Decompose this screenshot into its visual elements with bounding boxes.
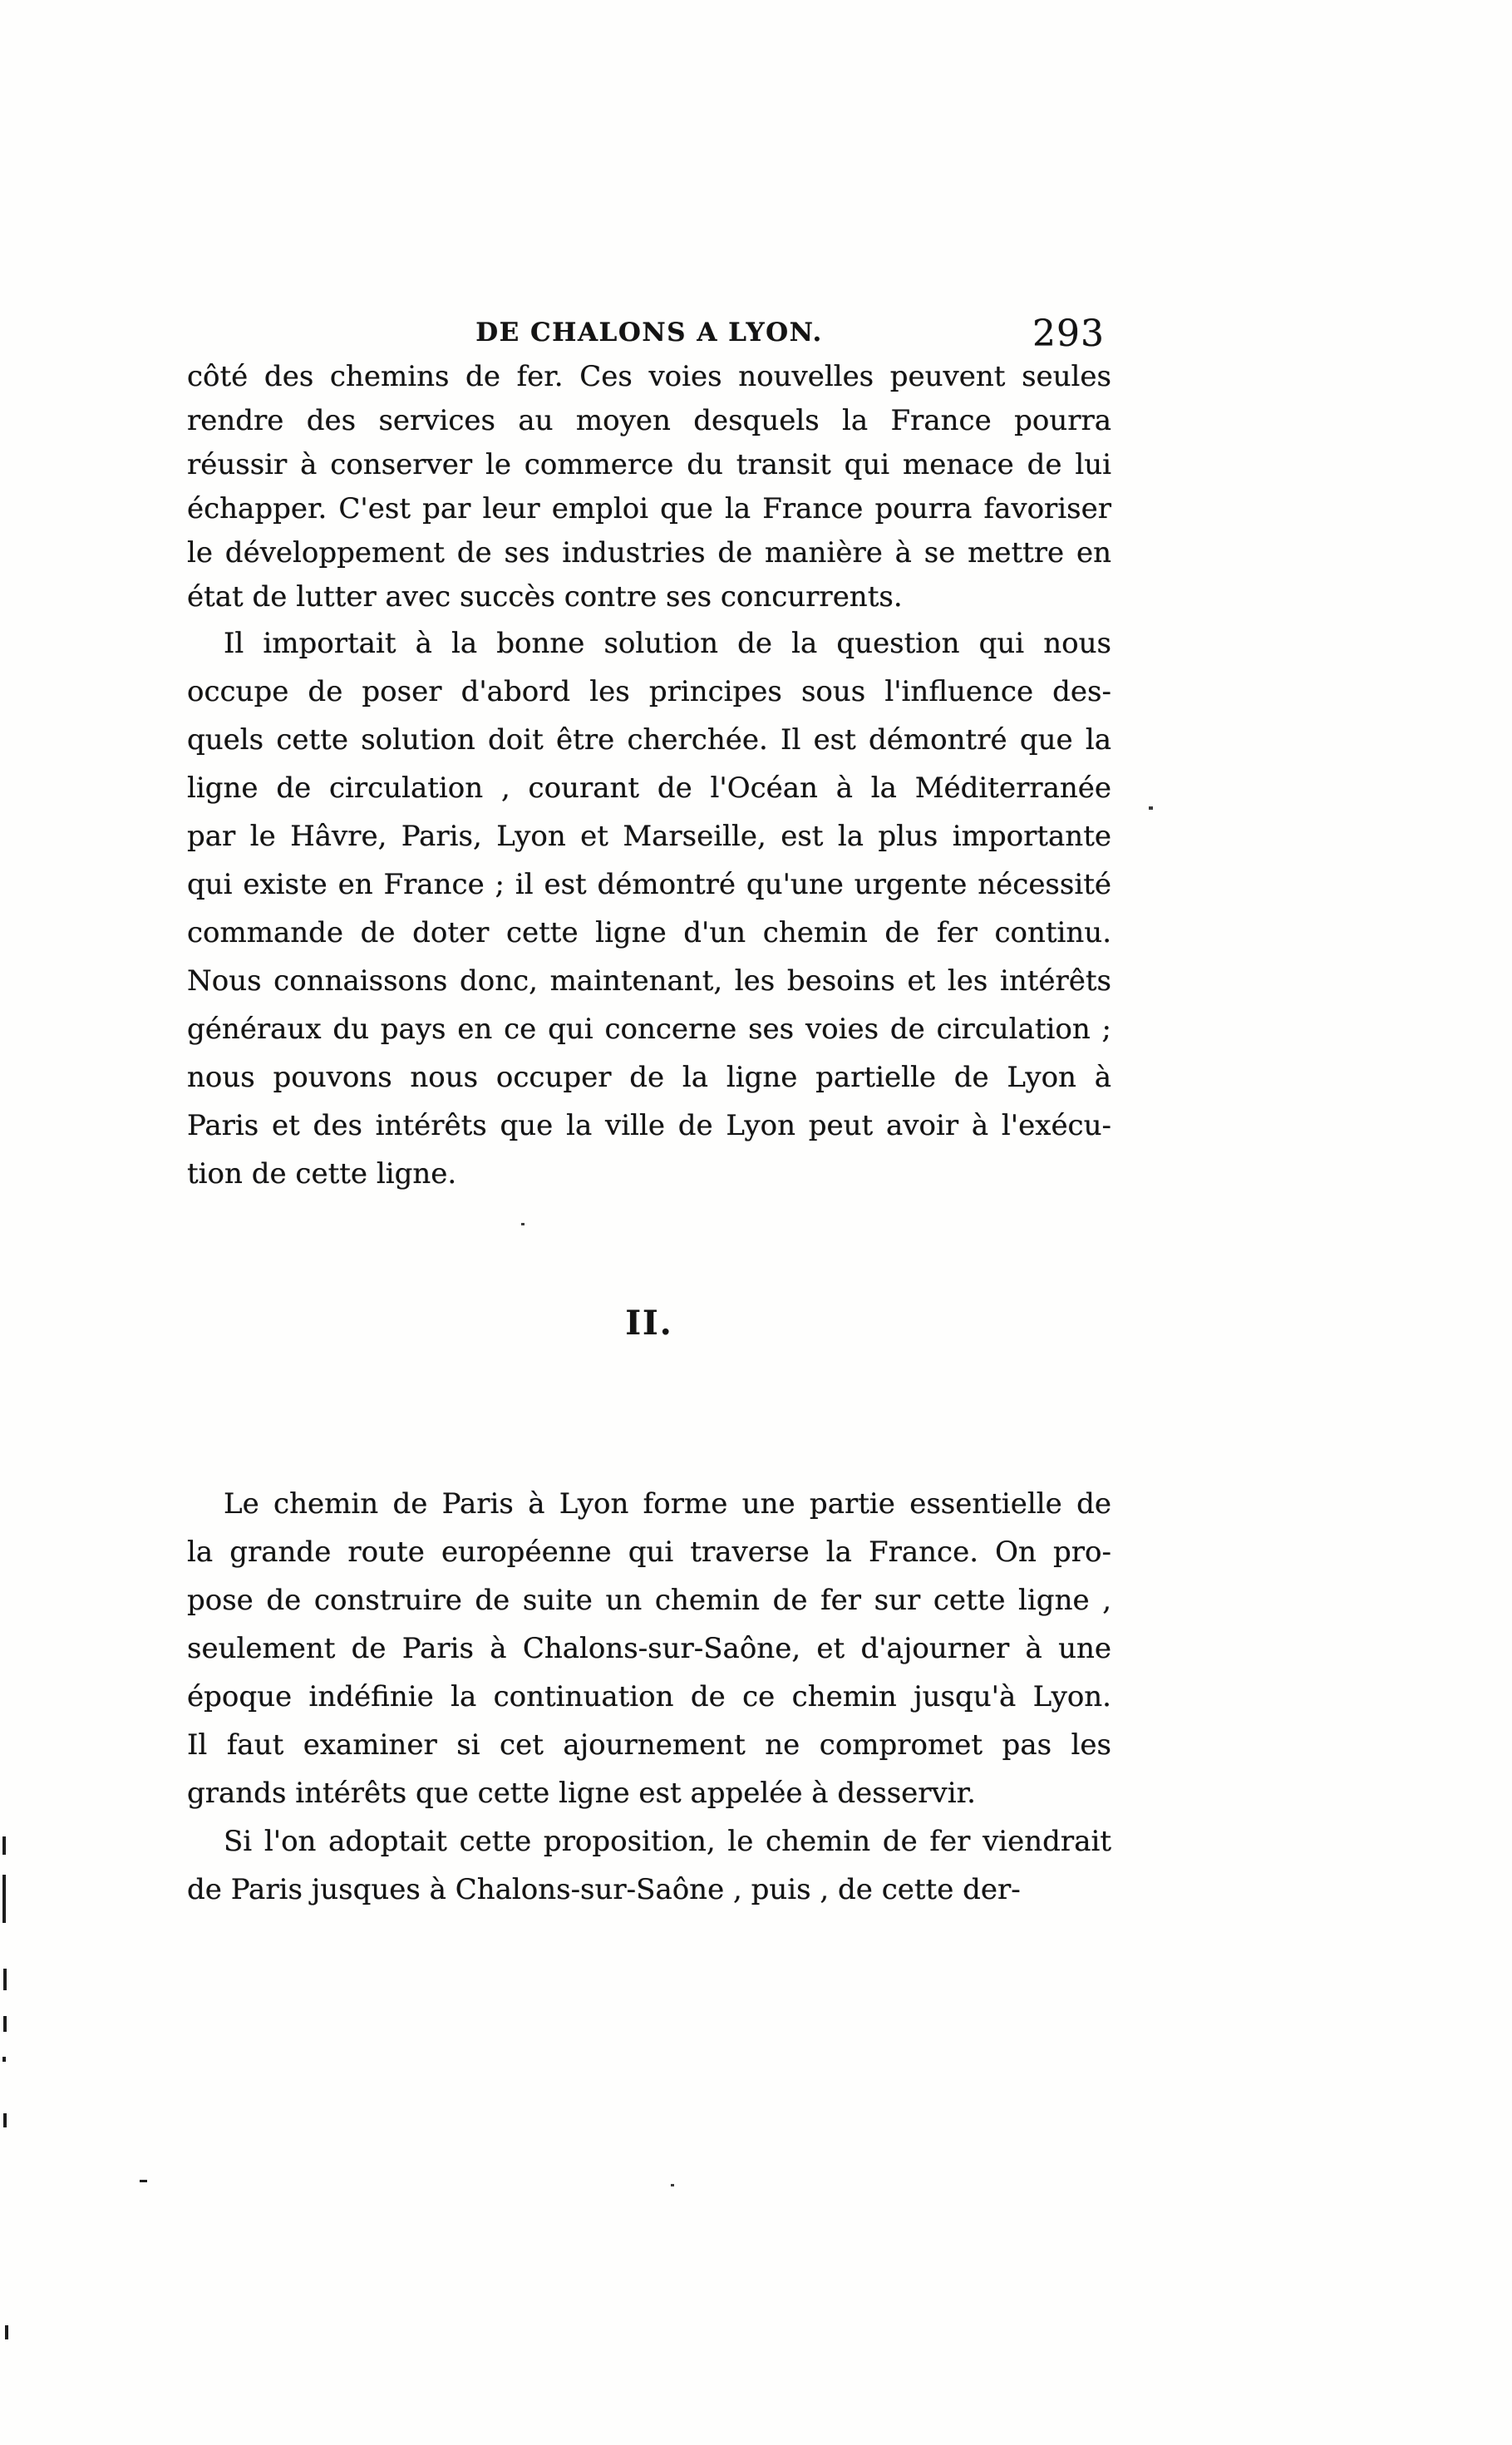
text-line: échapper. C'est par leur emploi que la France pourra favoriser	[187, 492, 1111, 525]
scan-mark-left-6	[3, 2113, 7, 2127]
paragraph-4	[187, 1817, 1111, 1914]
text-line: la grande route européenne qui traverse la France. On pro-	[187, 1536, 1111, 1569]
text-line: côté des chemins de fer. Ces voies nouvelles peuvent seules	[187, 360, 1111, 393]
scan-mark-left-7	[5, 2325, 8, 2339]
text-line: grands intérêts que cette ligne est appelée à desservir.	[187, 1777, 976, 1810]
text-line: Le chemin de Paris à Lyon forme une partie essentielle de	[224, 1487, 1111, 1521]
paragraph-1	[187, 355, 1111, 619]
text-line: seulement de Paris à Chalons-sur-Saône, et d'ajourner à une	[187, 1632, 1111, 1665]
header-title: DE CHALONS A LYON.	[475, 318, 823, 348]
paragraph-2	[187, 619, 1111, 1198]
text-line: tion de cette ligne.	[187, 1157, 457, 1190]
text-line: Paris et des intérêts que la ville de Lyon peut avoir à l'exécu-	[187, 1109, 1111, 1142]
page-number: 293	[1032, 313, 1105, 355]
scan-mark-left-4	[3, 2016, 7, 2032]
text-line: généraux du pays en ce qui concerne ses voies de circulation ;	[187, 1013, 1111, 1046]
text-line: qui existe en France ; il est démontré qu'une urgente nécessité	[187, 868, 1111, 901]
scan-speck-2	[521, 1223, 525, 1225]
text-line: de Paris jusques à Chalons-sur-Saône , puis , de cette der-	[187, 1873, 1021, 1906]
text-line: état de lutter avec succès contre ses concurrents.	[187, 580, 903, 614]
text-line: le développement de ses industries de manière à se mettre en	[187, 536, 1111, 569]
scan-mark-left-3	[3, 1969, 7, 1990]
scan-mark-left-2	[2, 1875, 6, 1923]
text-line: commande de doter cette ligne d'un chemin de fer continu.	[187, 916, 1111, 949]
text-line: rendre des services au moyen desquels la France pourra	[187, 404, 1111, 437]
text-line: époque indéfinie la continuation de ce chemin jusqu'à Lyon.	[187, 1680, 1111, 1713]
text-line: pose de construire de suite un chemin de fer sur cette ligne ,	[187, 1584, 1111, 1617]
text-line: réussir à conserver le commerce du transit qui menace de lui	[187, 448, 1111, 481]
text-line: par le Hâvre, Paris, Lyon et Marseille, est la plus importante	[187, 820, 1111, 853]
paragraph-3	[187, 1480, 1111, 1817]
scan-mark-left-5	[2, 2057, 6, 2062]
text-line: Il faut examiner si cet ajournement ne compromet pas les	[187, 1728, 1111, 1762]
text-line: nous pouvons nous occuper de la ligne partielle de Lyon à	[187, 1061, 1111, 1094]
text-line: Nous connaissons donc, maintenant, les besoins et les intérêts	[187, 964, 1111, 998]
text-line: Si l'on adoptait cette proposition, le chemin de fer viendrait	[224, 1825, 1111, 1858]
text-line: Il importait à la bonne solution de la question qui nous	[224, 627, 1111, 660]
section-heading: II.	[625, 1304, 673, 1343]
text-line: occupe de poser d'abord les principes sous l'influence des-	[187, 675, 1111, 708]
scan-mark-left-1	[2, 1836, 6, 1855]
scan-speck-3	[671, 2184, 674, 2186]
scan-mark-dash	[140, 2180, 147, 2182]
scan-speck-1	[1149, 806, 1153, 810]
text-line: quels cette solution doit être cherchée. Il est démontré que la	[187, 723, 1111, 757]
text-line: ligne de circulation , courant de l'Océan à la Méditerranée	[187, 771, 1111, 805]
